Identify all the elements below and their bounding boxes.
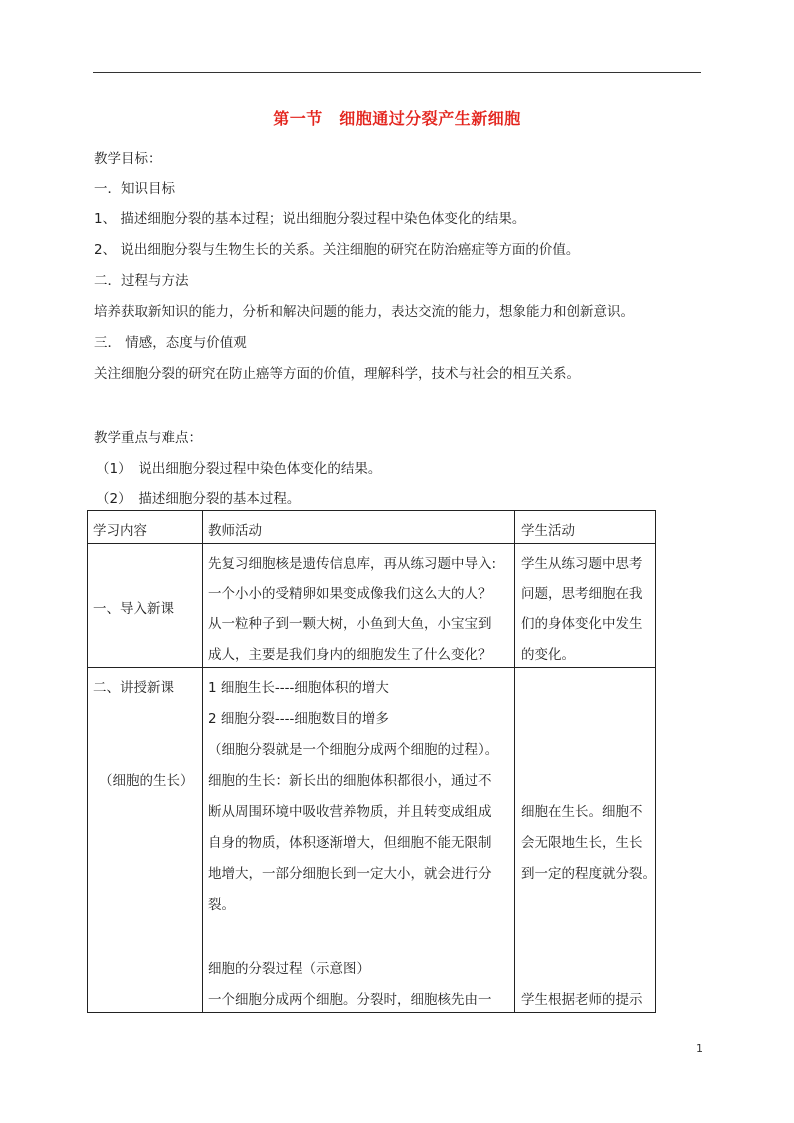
row2-teacher-line: 断从周围环境中吸收营养物质，并且转变成组成 [208, 804, 492, 820]
body-line: 一．知识目标 [94, 181, 175, 197]
row2-teacher-line: 细胞的分裂过程（示意图） [208, 961, 370, 977]
table-border [87, 667, 656, 668]
row1-content: 一、导入新课 [93, 601, 174, 617]
body-line: 三． 情感，态度与价值观 [94, 335, 247, 351]
body-line: 二．过程与方法 [94, 273, 189, 289]
row2-teacher-line: 裂。 [208, 897, 235, 913]
lesson-table [87, 510, 656, 1013]
row2-student-line: 会无限地生长，生长 [521, 835, 643, 851]
body-line: （1） 说出细胞分裂过程中染色体变化的结果。 [96, 461, 382, 477]
table-border [87, 1012, 656, 1013]
row2-student-line: 学生根据老师的提示 [521, 992, 643, 1008]
row2-teacher-line: 一个细胞分成两个细胞。分裂时，细胞核先由一 [208, 992, 492, 1008]
table-border [87, 510, 656, 511]
body-line: 关注细胞分裂的研究在防止癌等方面的价值，理解科学，技术与社会的相互关系。 [94, 366, 580, 382]
row2-teacher-line: 细胞的生长：新长出的细胞体积都很小，通过不 [208, 773, 492, 789]
row2-student-line: 到一定的程度就分裂。 [521, 866, 656, 882]
page-title: 第一节 细胞通过分裂产生新细胞 [273, 109, 521, 128]
row1-student-line: 问题，思考细胞在我 [521, 586, 643, 602]
row1-teacher-line: 成人，主要是我们身内的细胞发生了什么变化？ [208, 647, 492, 663]
table-border [202, 510, 203, 1013]
body-line: 1、 描述细胞分裂的基本过程；说出细胞分裂过程中染色体变化的结果。 [94, 211, 526, 227]
row1-teacher-line: 一个小小的受精卵如果变成像我们这么大的人？ [208, 586, 492, 602]
row1-teacher-line: 从一粒种子到一颗大树，小鱼到大鱼，小宝宝到 [208, 616, 492, 632]
body-line: （2） 描述细胞分裂的基本过程。 [96, 491, 301, 507]
header-teacher: 教师活动 [208, 523, 262, 539]
body-line: 培养获取新知识的能力，分析和解决问题的能力，表达交流的能力，想象能力和创新意识。 [94, 304, 634, 320]
body-line: 教学重点与难点： [94, 430, 202, 446]
row1-student-line: 们的身体变化中发生 [521, 616, 643, 632]
body-line: 教学目标： [94, 151, 162, 167]
row2-teacher-line: （细胞分裂就是一个细胞分成两个细胞的过程）。 [208, 742, 499, 758]
row2-teacher-line: 地增大，一部分细胞长到一定大小，就会进行分 [208, 866, 492, 882]
table-border [87, 510, 88, 1013]
body-line: 2、 说出细胞分裂与生物生长的关系。关注细胞的研究在防治癌症等方面的价值。 [94, 242, 580, 258]
row2-teacher-line: 自身的物质，体积逐渐增大，但细胞不能无限制 [208, 835, 492, 851]
header-student: 学生活动 [521, 523, 575, 539]
row2-teacher-line: 2 细胞分裂----细胞数目的增多 [208, 711, 389, 727]
row2-content-line: 二、讲授新课 [93, 680, 174, 696]
header-content: 学习内容 [93, 523, 147, 539]
row2-teacher-line: 1 细胞生长----细胞体积的增大 [208, 680, 389, 696]
row1-teacher-line: 先复习细胞核是遗传信息库，再从练习题中导入: [208, 556, 497, 572]
row1-student-line: 学生从练习题中思考 [521, 556, 643, 572]
header-rule [93, 72, 701, 73]
table-border [514, 510, 515, 1013]
row1-student-line: 的变化。 [521, 647, 575, 663]
page-number: 1 [696, 1042, 703, 1055]
row2-content-line: （细胞的生长） [99, 773, 194, 789]
row2-student-line: 细胞在生长。细胞不 [521, 804, 643, 820]
table-border [87, 543, 656, 544]
table-border [655, 510, 656, 1013]
